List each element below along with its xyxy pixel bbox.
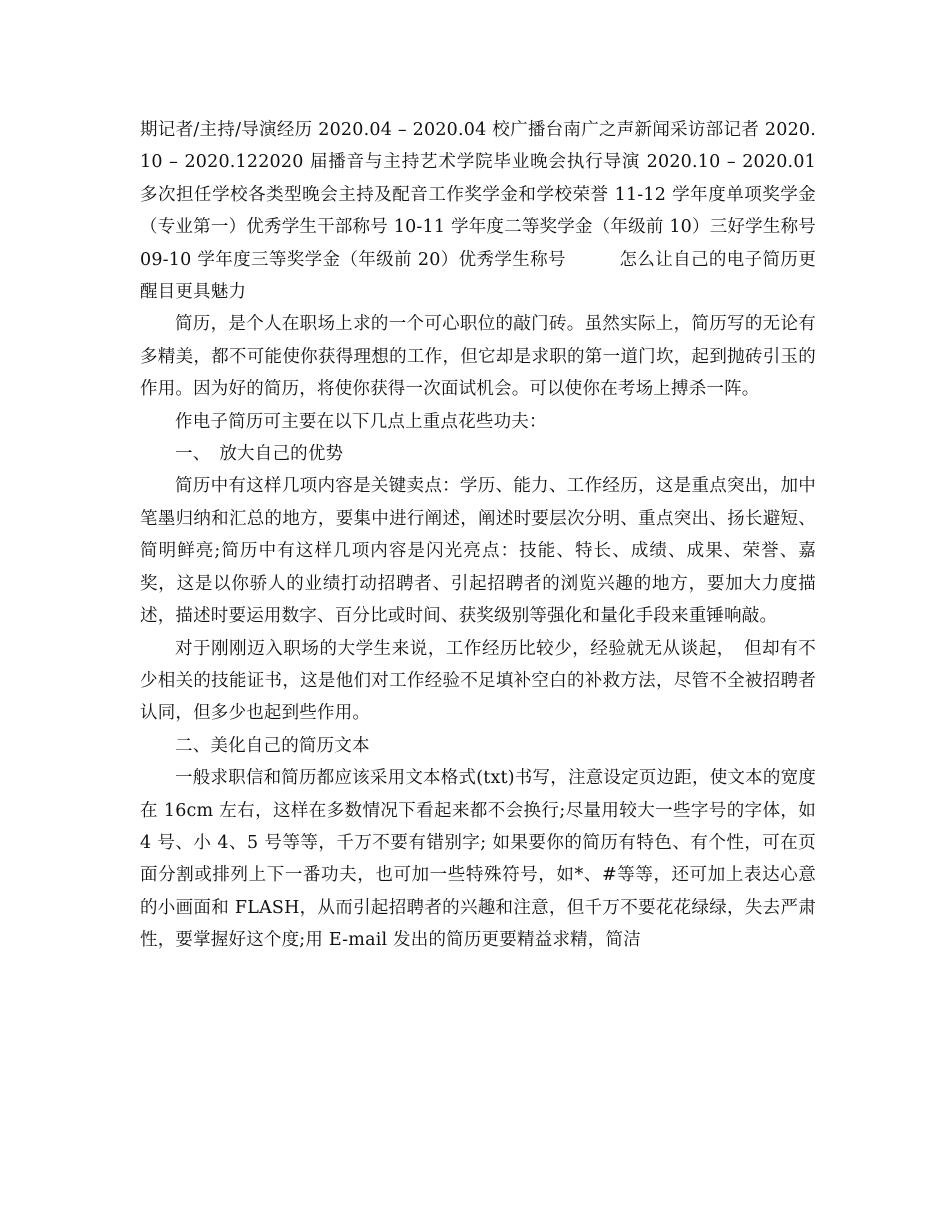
document-body	[140, 114, 822, 957]
paragraph-resume-intro: 简历，是个人在职场上求的一个可心职位的敲门砖。虽然实际上，简历写的无论有多精美，都不可能使你获得理想的工作，但它却是求职的第一道门坎，起到抛砖引玉的作用。因为好的简历，将使你获得一次面试机会。可以使你在考场上搏杀一阵。	[140, 314, 816, 400]
paragraph-key-points: 作电子简历可主要在以下几点上重点花些功夫：	[175, 411, 547, 432]
paragraph-graduates: 对于刚刚迈入职场的大学生来说，工作经历比较少，经验就无从谈起， 但却有不少相关的技能证书，这是他们对工作经验不足填补空白的补救方法，尽管不全被招聘者认同，但多少也起到些作用。	[140, 638, 816, 724]
section-heading-formatting: 二、美化自己的简历文本	[175, 735, 370, 756]
paragraph-selling-points: 简历中有这样几项内容是关键卖点：学历、能力、工作经历，这是重点突出，加中笔墨归纳和汇总的地方，要集中进行阐述，阐述时要层次分明、重点突出、扬长避短、简明鲜亮;简历中有这样几项内容是闪光亮点：技能、特长、成绩、成果、荣誉、嘉奖，这是以你骄人的业绩打动招聘者、引起招聘者的浏览兴趣的地方，要加大力度描述，描述时要运用数字、百分比或时间、获奖级别等强化和量化手段来重锤响敲。	[140, 476, 816, 627]
paragraph-text-format: 一般求职信和简历都应该采用文本格式(txt)书写，注意设定页边距，使文本的宽度在 16cm 左右，这样在多数情况下看起来都不会换行;尽量用较大一些字号的字体，如 4 号、小 4、5 号等等，千万不要有错别字; 如果要你的简历有特色、有个性，可在页面分割或排列上下一番功夫，也可加一些特殊符号，如*、#等等，还可加上表达心意的小画面和 FLASH，从而引起招聘者的兴趣和注意，但千万不要花花绿绿，失去严肃性，要掌握好这个度;用 E-mail 发出的简历更要精益求精，简洁	[140, 768, 816, 951]
section-heading-strengths: 一、 放大自己的优势	[175, 444, 344, 465]
paragraph-experience-awards: 期记者/主持/导演经历 2020.04 – 2020.04 校广播台南广之声新闻采访部记者 2020.10 – 2020.122020 届播音与主持艺术学院毕业晚会执行导演 2020.10 – 2020.01 多次担任学校各类型晚会主持及配音工作奖学金和学校荣誉 11-12 学年度单项奖学金（专业第一）优秀学生干部称号 10-11 学年度二等奖学金（年级前 10）三好学生称号 09-10 学年度三等奖学金（年级前 20）优秀学生称号 怎么让自己的电子简历更醒目更具魅力	[140, 120, 822, 303]
